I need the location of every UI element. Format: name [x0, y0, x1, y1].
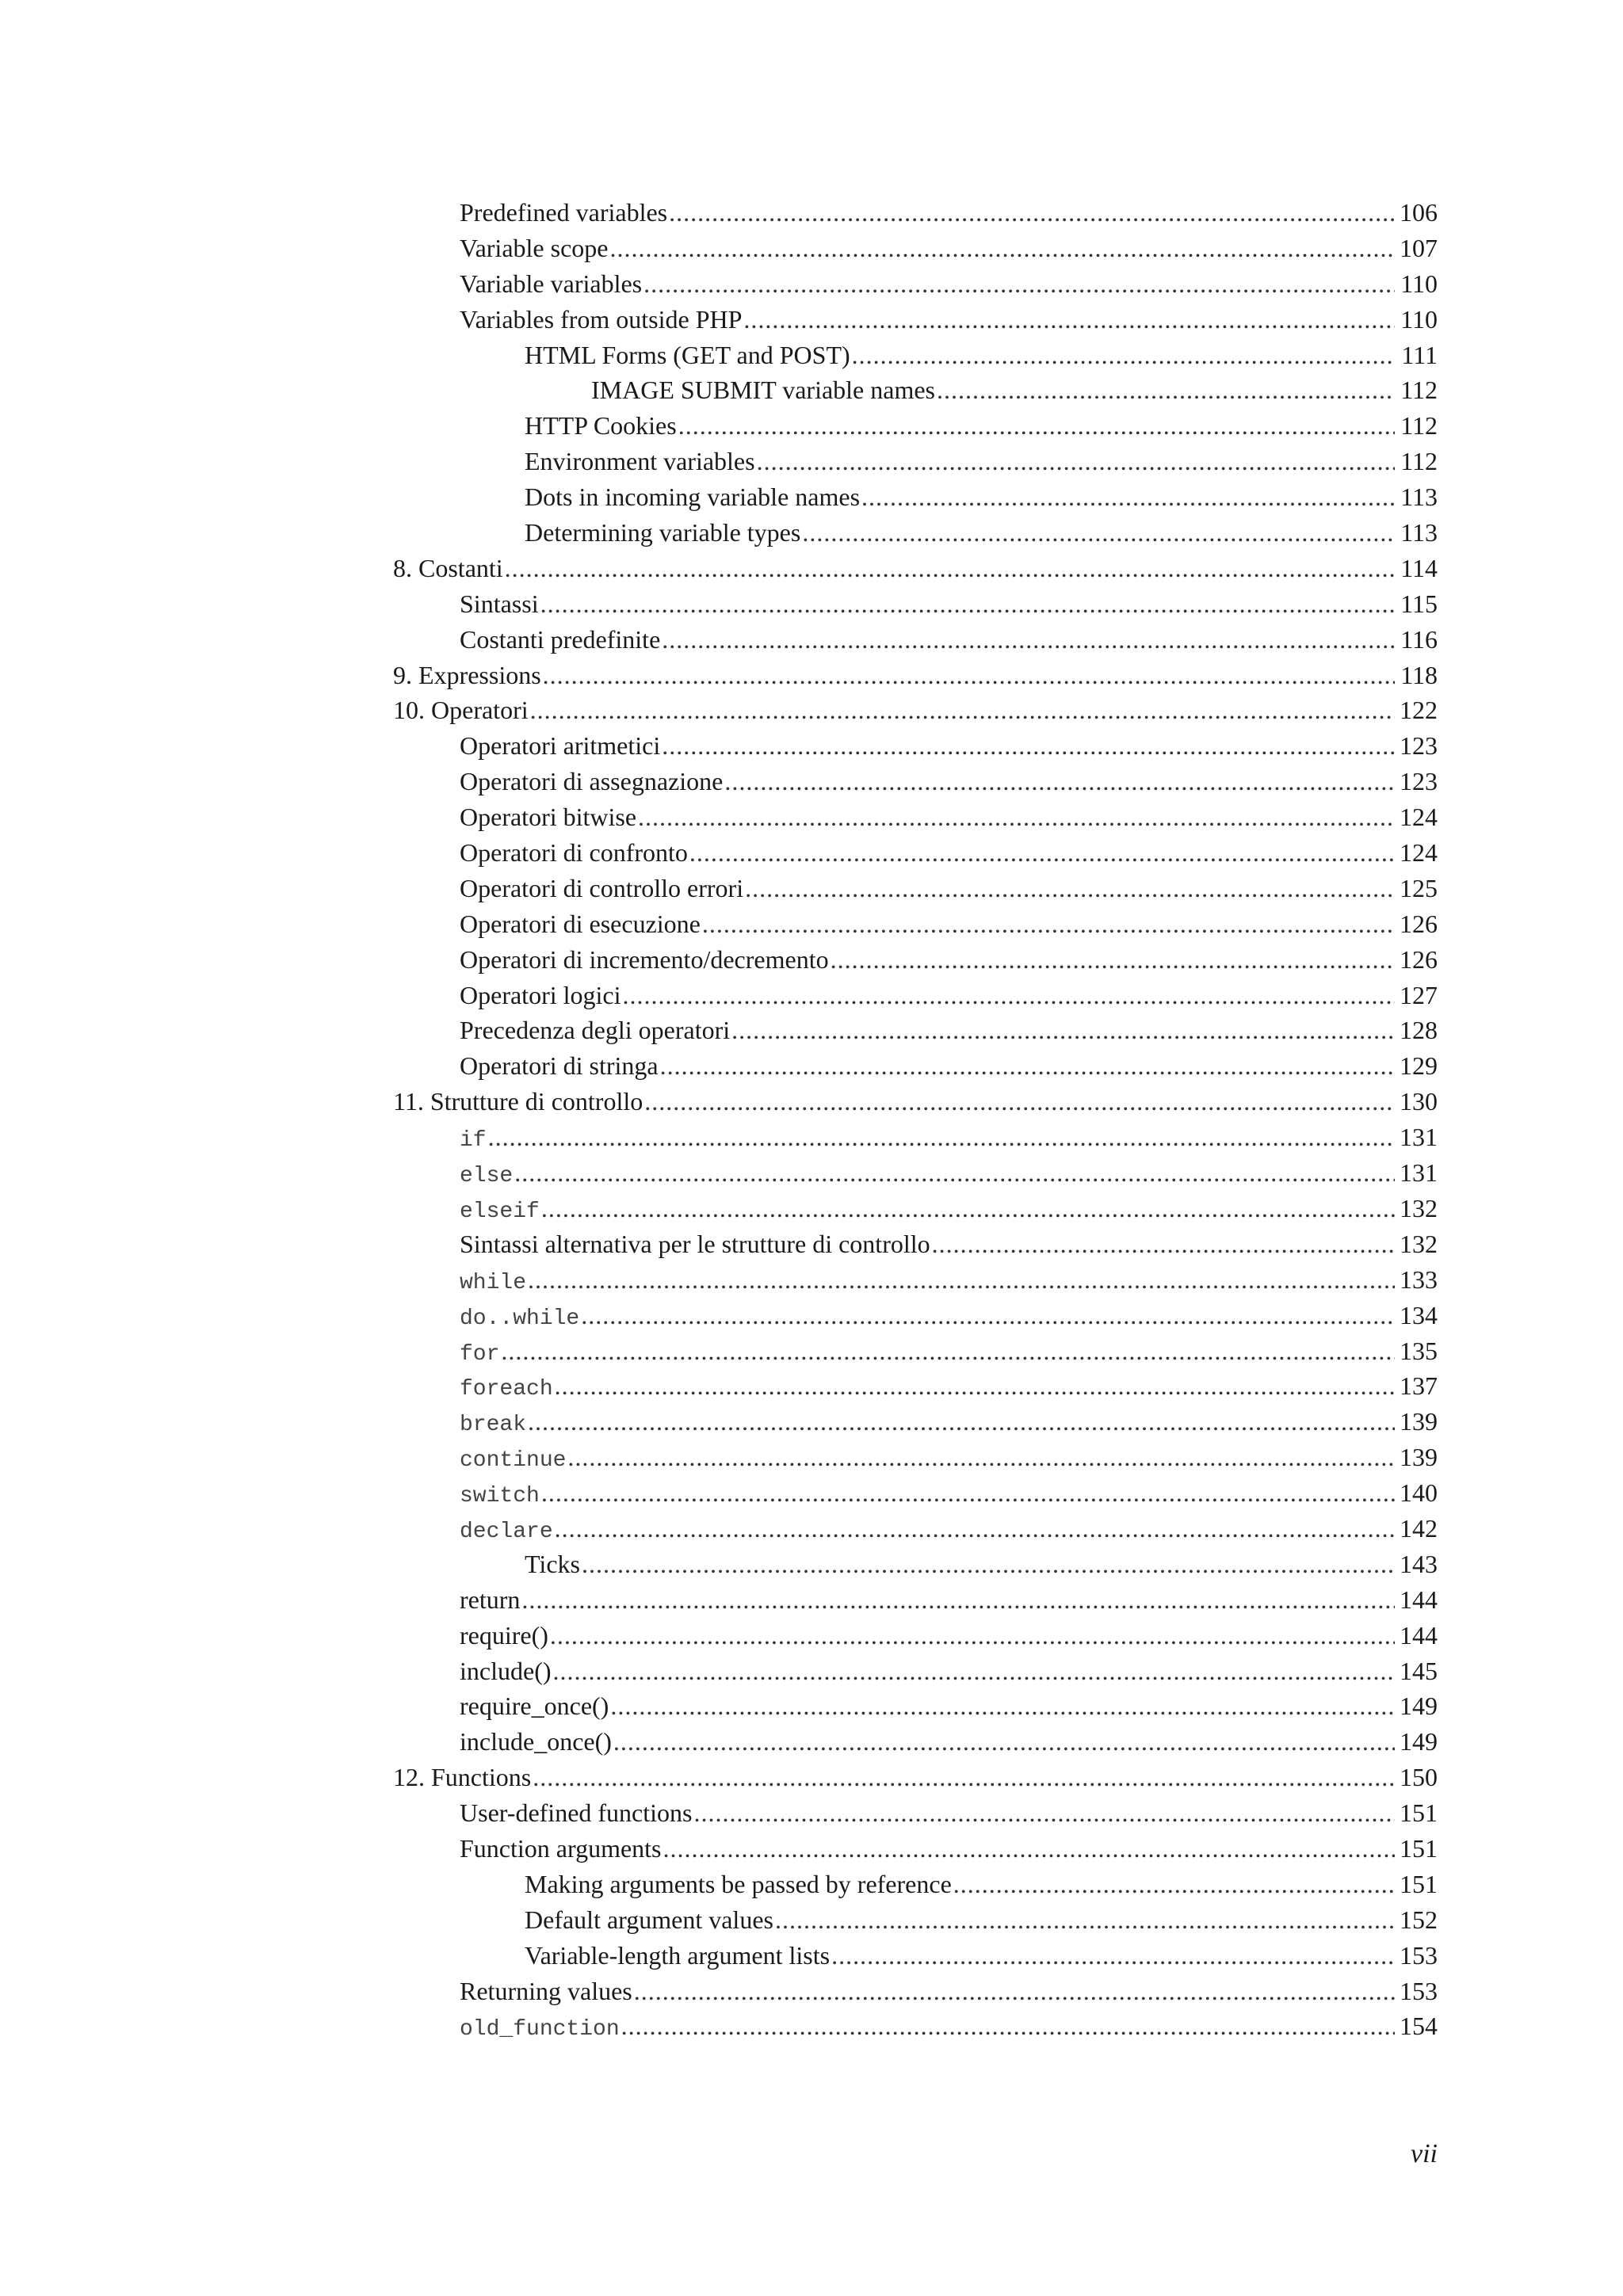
toc-entry[interactable] — [393, 1404, 1438, 1440]
toc-entry[interactable] — [393, 1618, 1438, 1653]
toc-entry-title: Operatori di assegnazione — [460, 767, 724, 796]
dot-leader — [582, 1547, 1395, 1582]
toc-entry-title: Determining variable types — [525, 518, 801, 547]
toc-entry[interactable] — [393, 195, 1438, 231]
toc-entry-title: Variable variables — [460, 269, 643, 298]
dot-leader — [567, 1440, 1395, 1475]
toc-entry-page: 137 — [1400, 1371, 1438, 1401]
dot-leader — [528, 1262, 1395, 1298]
dot-leader — [852, 338, 1395, 373]
toc-entry[interactable] — [393, 1013, 1438, 1048]
dot-leader — [488, 1119, 1395, 1155]
toc-entry-page: 140 — [1400, 1478, 1438, 1508]
toc-entry-page: 132 — [1400, 1193, 1438, 1222]
toc-entry-page: 122 — [1400, 696, 1438, 725]
toc-entry-page: 110 — [1400, 304, 1438, 334]
toc-entry-title: declare — [460, 1519, 553, 1544]
toc-entry-title: Dots in incoming variable names — [525, 482, 861, 512]
toc-entry-title: User-defined functions — [460, 1798, 693, 1828]
dot-leader — [622, 978, 1395, 1013]
toc-entry-title: Default argument values — [525, 1905, 773, 1934]
toc-entry-page: 112 — [1400, 376, 1438, 405]
dot-leader — [663, 1831, 1396, 1867]
dot-leader — [550, 1618, 1395, 1653]
toc-entry-page: 152 — [1400, 1905, 1438, 1934]
toc-entry-page: 107 — [1400, 233, 1438, 262]
toc-entry-page: 134 — [1400, 1300, 1438, 1329]
toc-entry[interactable] — [393, 692, 1438, 728]
toc-entry-title: require_once() — [460, 1691, 609, 1721]
toc-entry[interactable] — [393, 515, 1438, 551]
toc-entry[interactable] — [393, 1298, 1438, 1333]
toc-entry[interactable] — [393, 1191, 1438, 1226]
toc-entry[interactable] — [393, 1084, 1438, 1119]
dot-leader — [861, 479, 1395, 515]
dot-leader — [610, 1688, 1395, 1724]
toc-entry-title: include_once() — [460, 1727, 612, 1756]
toc-entry[interactable] — [393, 942, 1438, 978]
toc-entry[interactable] — [393, 231, 1438, 266]
toc-entry-page: 106 — [1400, 198, 1438, 227]
toc-entry-title: Variable-length argument lists — [525, 1940, 831, 1970]
toc-entry-title: HTTP Cookies — [525, 411, 677, 441]
toc-entry-page: 133 — [1400, 1264, 1438, 1294]
toc-entry[interactable] — [393, 622, 1438, 658]
toc-entry-title: Precedenza degli operatori — [460, 1016, 731, 1045]
toc-entry-page: 143 — [1400, 1549, 1438, 1578]
toc-entry-title: Function arguments — [460, 1833, 662, 1863]
toc-entry-page: 135 — [1400, 1336, 1438, 1365]
dot-leader — [501, 1333, 1395, 1369]
dot-leader — [521, 1582, 1395, 1618]
toc-entry-title: Operatori di incremento/decremento — [460, 944, 829, 974]
dot-leader — [533, 1760, 1395, 1795]
dot-leader — [953, 1867, 1395, 1902]
toc-entry[interactable] — [393, 764, 1438, 799]
toc-entry-title: Ticks — [525, 1549, 580, 1578]
toc-entry[interactable] — [393, 978, 1438, 1013]
dot-leader — [541, 1475, 1395, 1511]
toc-entry[interactable] — [393, 1048, 1438, 1084]
toc-entry[interactable] — [393, 1368, 1438, 1404]
toc-entry[interactable] — [393, 728, 1438, 764]
toc-entry-page: 139 — [1400, 1407, 1438, 1436]
dot-leader — [505, 551, 1395, 586]
dot-leader — [514, 1155, 1395, 1191]
toc-entry-title: 9. Expressions — [393, 660, 541, 689]
toc-entry-title: Variable scope — [460, 233, 609, 262]
toc-entry[interactable] — [393, 1226, 1438, 1262]
dot-leader — [743, 302, 1395, 338]
toc-entry-title: Predefined variables — [460, 198, 668, 227]
dot-leader — [555, 1368, 1395, 1404]
dot-leader — [528, 1404, 1395, 1440]
toc-entry-page: 151 — [1400, 1798, 1438, 1828]
toc-entry-title: IMAGE SUBMIT variable names — [591, 376, 935, 405]
dot-leader — [540, 586, 1395, 622]
toc-entry-page: 111 — [1401, 340, 1438, 369]
toc-entry-page: 125 — [1400, 873, 1438, 902]
toc-entry-page: 112 — [1400, 411, 1438, 441]
toc-entry-title: include() — [460, 1656, 552, 1685]
toc-entry-page: 131 — [1400, 1123, 1438, 1152]
toc-entry[interactable] — [393, 1547, 1438, 1582]
toc-entry-title: foreach — [460, 1377, 553, 1402]
toc-entry-page: 116 — [1400, 624, 1438, 654]
toc-entry-title: Making arguments be passed by reference — [525, 1869, 952, 1898]
toc-entry-page: 144 — [1400, 1585, 1438, 1614]
dot-leader — [638, 799, 1395, 835]
toc-entry-page: 144 — [1400, 1620, 1438, 1650]
toc-entry-title: if — [460, 1128, 487, 1154]
toc-entry[interactable] — [393, 1938, 1438, 1974]
dot-leader — [802, 515, 1395, 551]
toc-entry[interactable] — [393, 444, 1438, 479]
dot-leader — [621, 2008, 1395, 2044]
dot-leader — [745, 871, 1395, 906]
toc-entry-page: 142 — [1400, 1513, 1438, 1543]
toc-entry-title: continue — [460, 1448, 567, 1474]
dot-leader — [831, 942, 1395, 978]
toc-entry-title: Sintassi alternativa per le strutture di controllo — [460, 1229, 930, 1258]
dot-leader — [724, 764, 1395, 799]
toc-entry-title: Variables from outside PHP — [460, 304, 743, 334]
toc-entry-title: require() — [460, 1620, 548, 1650]
dot-leader — [702, 906, 1395, 942]
toc-entry[interactable] — [393, 586, 1438, 622]
table-of-contents — [393, 195, 1438, 2044]
toc-entry-title: 10. Operatori — [393, 696, 529, 725]
toc-entry-title: return — [460, 1585, 521, 1614]
toc-entry[interactable] — [393, 302, 1438, 338]
dot-leader — [643, 266, 1395, 302]
dot-leader — [689, 835, 1395, 871]
toc-entry-title: break — [460, 1413, 527, 1438]
toc-entry-title: Operatori di stringa — [460, 1051, 659, 1081]
dot-leader — [541, 1191, 1395, 1226]
toc-entry-title: 11. Strutture di controllo — [393, 1087, 643, 1116]
dot-leader — [553, 1653, 1396, 1689]
toc-entry-page: 150 — [1400, 1763, 1438, 1792]
toc-entry[interactable] — [393, 551, 1438, 586]
dot-leader — [937, 372, 1395, 408]
toc-entry[interactable] — [393, 906, 1438, 942]
toc-entry[interactable] — [393, 372, 1438, 408]
toc-entry-page: 124 — [1400, 803, 1438, 832]
toc-entry-page: 124 — [1400, 838, 1438, 868]
toc-entry-page: 149 — [1400, 1727, 1438, 1756]
toc-entry[interactable] — [393, 1582, 1438, 1618]
dot-leader — [831, 1938, 1395, 1974]
toc-entry-page: 145 — [1400, 1656, 1438, 1685]
toc-entry[interactable] — [393, 1867, 1438, 1902]
toc-entry[interactable] — [393, 1511, 1438, 1547]
toc-entry-page: 151 — [1400, 1869, 1438, 1898]
toc-entry[interactable] — [393, 1155, 1438, 1191]
dot-leader — [693, 1795, 1395, 1831]
toc-entry-page: 127 — [1400, 980, 1438, 1009]
toc-entry[interactable] — [393, 1795, 1438, 1831]
toc-entry-page: 132 — [1400, 1229, 1438, 1258]
toc-entry-title: Sintassi — [460, 589, 539, 618]
toc-entry[interactable] — [393, 479, 1438, 515]
toc-entry-title: Operatori logici — [460, 980, 621, 1009]
dot-leader — [775, 1902, 1395, 1938]
toc-entry[interactable] — [393, 799, 1438, 835]
toc-entry[interactable] — [393, 835, 1438, 871]
dot-leader — [644, 1084, 1395, 1119]
dot-leader — [634, 1974, 1395, 2009]
toc-entry-title: Operatori aritmetici — [460, 731, 661, 761]
dot-leader — [581, 1298, 1395, 1333]
dot-leader — [660, 1048, 1395, 1084]
toc-entry-title: Operatori bitwise — [460, 803, 637, 832]
dot-leader — [669, 195, 1395, 231]
toc-entry-title: old_function — [460, 2017, 620, 2042]
toc-entry[interactable] — [393, 1440, 1438, 1475]
dot-leader — [731, 1013, 1395, 1048]
dot-leader — [662, 622, 1395, 658]
toc-entry[interactable] — [393, 2008, 1438, 2044]
toc-entry-title: else — [460, 1164, 514, 1189]
toc-entry-title: Costanti predefinite — [460, 624, 661, 654]
toc-entry[interactable] — [393, 338, 1438, 373]
toc-entry-page: 113 — [1400, 518, 1438, 547]
toc-entry[interactable] — [393, 1902, 1438, 1938]
toc-entry-title: Operatori di confronto — [460, 838, 688, 868]
toc-entry[interactable] — [393, 1974, 1438, 2009]
toc-entry-page: 110 — [1400, 269, 1438, 298]
toc-entry-title: Environment variables — [525, 447, 755, 476]
toc-entry-title: do..while — [460, 1306, 580, 1331]
toc-entry-page: 118 — [1400, 660, 1438, 689]
toc-entry[interactable] — [393, 1831, 1438, 1867]
page-number: vii — [1411, 2139, 1438, 2168]
dot-leader — [757, 444, 1395, 479]
toc-entry-page: 114 — [1400, 553, 1438, 582]
toc-entry-page: 149 — [1400, 1691, 1438, 1721]
toc-entry-page: 115 — [1400, 589, 1438, 618]
toc-entry[interactable] — [393, 1760, 1438, 1795]
toc-entry-title: 12. Functions — [393, 1763, 532, 1792]
toc-entry[interactable] — [393, 1333, 1438, 1369]
toc-entry-title: Operatori di esecuzione — [460, 909, 701, 938]
toc-entry-title: 8. Costanti — [393, 553, 503, 582]
toc-entry-title: switch — [460, 1484, 540, 1509]
toc-entry[interactable] — [393, 871, 1438, 906]
dot-leader — [530, 692, 1395, 728]
toc-entry-page: 131 — [1400, 1158, 1438, 1188]
toc-entry-page: 153 — [1400, 1976, 1438, 2005]
toc-entry-title: elseif — [460, 1199, 540, 1224]
toc-entry[interactable] — [393, 1475, 1438, 1511]
toc-entry-page: 123 — [1400, 767, 1438, 796]
toc-entry-page: 126 — [1400, 909, 1438, 938]
toc-entry-title: HTML Forms (GET and POST) — [525, 340, 850, 369]
toc-entry-page: 139 — [1400, 1443, 1438, 1472]
toc-entry[interactable] — [393, 1724, 1438, 1760]
toc-entry-page: 130 — [1400, 1087, 1438, 1116]
toc-entry[interactable] — [393, 658, 1438, 693]
toc-entry[interactable] — [393, 1119, 1438, 1155]
toc-entry-page: 112 — [1400, 447, 1438, 476]
toc-entry-title: for — [460, 1341, 500, 1367]
toc-entry[interactable] — [393, 266, 1438, 302]
toc-entry[interactable] — [393, 1653, 1438, 1689]
toc-entry-page: 129 — [1400, 1051, 1438, 1081]
toc-entry-title: while — [460, 1270, 527, 1295]
dot-leader — [555, 1511, 1395, 1547]
toc-entry[interactable] — [393, 408, 1438, 444]
dot-leader — [678, 408, 1395, 444]
toc-entry-page: 113 — [1400, 482, 1438, 512]
toc-entry[interactable] — [393, 1688, 1438, 1724]
toc-entry-title: Returning values — [460, 1976, 632, 2005]
toc-entry-page: 123 — [1400, 731, 1438, 761]
toc-entry-page: 151 — [1400, 1833, 1438, 1863]
dot-leader — [609, 231, 1395, 266]
toc-entry[interactable] — [393, 1262, 1438, 1298]
dot-leader — [662, 728, 1395, 764]
dot-leader — [543, 658, 1395, 693]
dot-leader — [932, 1226, 1395, 1262]
toc-entry-title: Operatori di controllo errori — [460, 873, 744, 902]
toc-entry-page: 126 — [1400, 944, 1438, 974]
toc-entry-page: 153 — [1400, 1940, 1438, 1970]
toc-entry-page: 128 — [1400, 1016, 1438, 1045]
dot-leader — [613, 1724, 1395, 1760]
toc-entry-page: 154 — [1400, 2012, 1438, 2041]
